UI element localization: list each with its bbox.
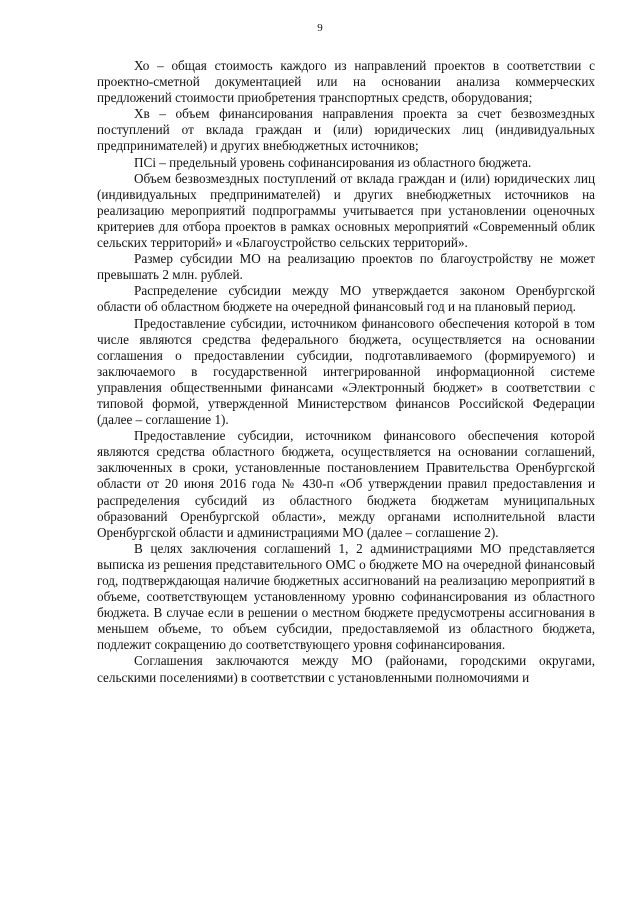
paragraph-subsidy-limit: Размер субсидии МО на реализацию проектов по благоустройству не может превышать 2 млн. рублей. [97,251,595,283]
paragraph-contributions-volume: Объем безвозмездных поступлений от вклада граждан и (или) юридических лиц (индивидуальных предпринимателей) и других внебюджетных источников на реализацию мероприятий подпрограммы учитывается при установлении оценочных критериев для отбора проектов в рамках основных мероприятий «Современный облик сельских территорий» и «Благоустройство сельских территорий». [97,170,595,251]
paragraph-xo-definition: Хо – общая стоимость каждого из направлений проектов в соответствии с проектно-сметной документацией или на основании анализа коммерческих предложений стоимости приобретения транспортных средств, оборудования; [97,58,595,106]
paragraph-agreement-2: Предоставление субсидии, источником финансового обеспечения которой являются средства областного бюджета, осуществляется на основании соглашений, заключенных в сроки, установленные постановлением Правительства Оренбургской области от 20 июня 2016 года № 430-п «Об утверждении правил предоставления и распределения субсидий из областного бюджета бюджетам муниципальных образований Оренбургской области», между органами исполнительной власти Оренбургской области и администрациями МО (далее – соглашение 2). [97,428,595,540]
paragraph-agreements-parties: Соглашения заключаются между МО (районами, городскими округами, сельскими поселениями) в соответствии с установленными полномочиями и [97,653,595,685]
page-number: 9 [317,22,323,34]
paragraph-budget-extract: В целях заключения соглашений 1, 2 администрациями МО представляется выписка из решения представительного ОМС о бюджете МО на очередной финансовый год, подтверждающая наличие бюджетных ассигнований на реализацию мероприятий в объеме, соответствующем установленному уровню софинансирования из областного бюджета. В случае если в решении о местном бюджете предусмотрены ассигнования в меньшем объеме, то объем субсидии, предоставляемой из областного бюджета, подлежит сокращению до соответствующего уровня софинансирования. [97,540,595,653]
paragraph-agreement-1: Предоставление субсидии, источником финансового обеспечения которой в том числе являются средства федерального бюджета, осуществляется на основании соглашения о предоставлении субсидии, подготавливаемого (формируемого) и заключаемого в государственной интегрированной информационной системе управления общественными финансами «Электронный бюджет» в соответствии с типовой формой, утвержденной Министерством финансов Российской Федерации (далее – соглашение 1). [97,315,595,428]
paragraph-xv-definition: Хв – объем финансирования направления проекта за счет безвозмездных поступлений от вклада граждан и (или) юридических лиц (индивидуальных предпринимателей) и других внебюджетных источников; [97,106,595,154]
paragraph-subsidy-distribution: Распределение субсидии между МО утверждается законом Оренбургской области об областном бюджете на очередной финансовый год и на плановый период. [97,283,595,315]
paragraph-psi-definition: ПСi – предельный уровень софинансирования из областного бюджета. [134,154,532,170]
document-body [97,58,595,686]
